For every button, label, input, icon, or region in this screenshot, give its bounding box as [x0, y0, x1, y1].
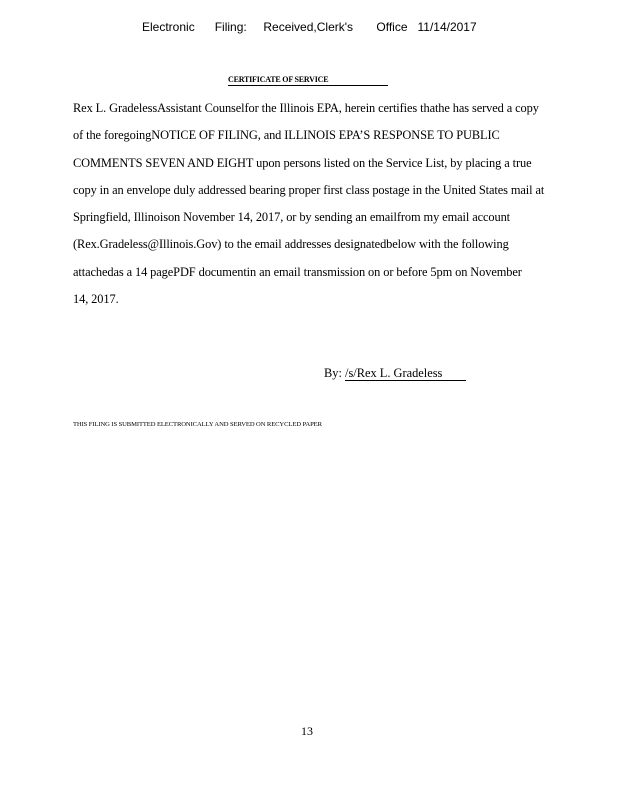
body-line: COMMENTS SEVEN AND EIGHT upon persons listed on the Service List, by placing a true: [73, 155, 532, 170]
filing-stamp-header: Electronic Filing: Received,Clerk's Office 11/14/2017: [142, 20, 477, 34]
signature-block: [324, 366, 466, 381]
body-line: Springfield, Illinoison November 14, 2017, or by sending an emailfrom my email account: [73, 210, 511, 225]
signature-prefix: By:: [324, 366, 345, 380]
body-line: copy in an envelope duly addressed bearing proper first class postage in the United States mail at: [73, 182, 545, 197]
body-line: attachedas a 14 pagePDF documentin an email transmission on or before 5pm on November: [73, 264, 522, 279]
certificate-title: CERTIFICATE OF SERVICE: [228, 75, 388, 86]
recycled-paper-note: THIS FILING IS SUBMITTED ELECTRONICALLY AND SERVED ON RECYCLED PAPER: [73, 421, 322, 428]
body-line: (Rex.Gradeless@Illinois.Gov) to the email addresses designatedbelow with the following: [73, 237, 509, 252]
body-line: Rex L. GradelessAssistant Counselfor the Illinois EPA, herein certifies thathe has served a copy: [73, 101, 539, 115]
signature-name: /s/Rex L. Gradeless: [345, 366, 466, 381]
body-line: of the foregoingNOTICE OF FILING, and ILLINOIS EPA’S RESPONSE TO PUBLIC: [73, 128, 500, 143]
certificate-body: [73, 98, 603, 316]
page-number: 13: [301, 724, 313, 738]
body-line: 14, 2017.: [73, 292, 119, 307]
